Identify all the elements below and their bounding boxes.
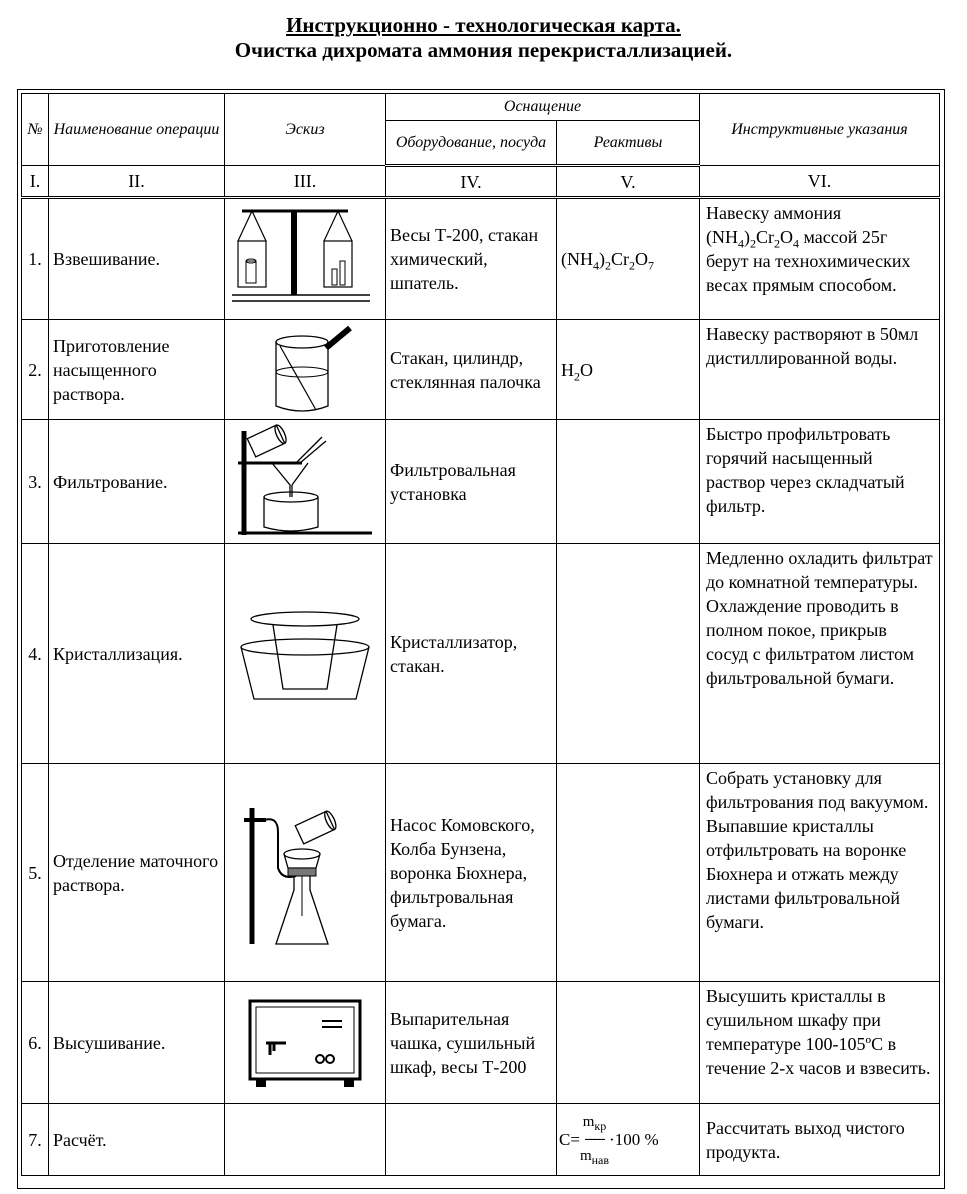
instructions: Медленно охладить фильтрат до комнатной температуры. Охлаждение проводить в полном покое, прикрыв сосуд с фильтратом листом фильтровальной бумаги. (700, 544, 940, 764)
table-row (22, 198, 940, 320)
reagents (557, 764, 700, 982)
operation-name: Приготовление насыщенного раствора. (49, 320, 225, 420)
balance-icon (230, 203, 380, 315)
header-reagents: Реактивы (557, 121, 700, 166)
sketch-cell (225, 420, 386, 544)
header-equipment-group: Оснащение (386, 94, 700, 121)
equipment: Кристаллизатор, стакан. (386, 544, 557, 764)
table-row (22, 420, 940, 544)
reagents (557, 544, 700, 764)
drying-oven-icon (230, 993, 380, 1093)
sketch-cell (225, 1104, 386, 1176)
instructions: Рассчитать выход чистого продукта. (700, 1104, 940, 1176)
operation-name: Отделение маточного раствора. (49, 764, 225, 982)
row-number: 1. (22, 198, 49, 320)
sketch-cell (225, 982, 386, 1104)
document-title-line1: Инструкционно - технологическая карта. (286, 13, 681, 37)
sketch-cell (225, 320, 386, 420)
row-number: 3. (22, 420, 49, 544)
instructions: Высушить кристаллы в сушильном шкафу при температуре 100-105ºC в течение 2-х часов и взвесить. (700, 982, 940, 1104)
row-number: 6. (22, 982, 49, 1104)
row-number: 5. (22, 764, 49, 982)
reagents (557, 982, 700, 1104)
instructions: Навеску аммония $(NH_4)_2Cr_2O_4$ массой 25г берут на технохимических весах прямым способом. (700, 198, 940, 320)
instructions: Быстро профильтровать горячий насыщенный раствор через складчатый фильтр. (700, 420, 940, 544)
header-instructions: Инструктивные указания (700, 94, 940, 166)
sketch-cell (225, 764, 386, 982)
table-row (22, 982, 940, 1104)
sketch-cell (225, 544, 386, 764)
sketch-cell (225, 198, 386, 320)
instructions: Навеску растворяют в 50мл дистиллированной воды. (700, 320, 940, 420)
row-number: 4. (22, 544, 49, 764)
equipment: Насос Комовского, Колба Бунзена, воронка Бюхнера, фильтровальная бумага. (386, 764, 557, 982)
roman-6: VI. (700, 166, 940, 198)
table-row (22, 1104, 940, 1176)
equipment: Выпарительная чашка, сушильный шкаф, весы Т-200 (386, 982, 557, 1104)
reagents (557, 1104, 700, 1176)
crystallizer-icon (230, 599, 380, 709)
roman-numeral-row (22, 166, 940, 198)
equipment: Весы Т-200, стакан химический, шпатель. (386, 198, 557, 320)
header-num: № (22, 94, 49, 166)
reagents (557, 420, 700, 544)
table-row (22, 320, 940, 420)
equipment: Стакан, цилиндр, стеклянная палочка (386, 320, 557, 420)
roman-2: II. (49, 166, 225, 198)
vacuum-filtration-icon (230, 798, 380, 948)
row-number: 2. (22, 320, 49, 420)
roman-4: IV. (386, 166, 557, 198)
operation-name: Фильтрование. (49, 420, 225, 544)
operation-name: Расчёт. (49, 1104, 225, 1176)
operation-name: Кристаллизация. (49, 544, 225, 764)
roman-3: III. (225, 166, 386, 198)
reagents: $H_2O$ (557, 320, 700, 420)
header-name: Наименование операции (49, 94, 225, 166)
table-row (22, 544, 940, 764)
header-sketch: Эскиз (225, 94, 386, 166)
filtration-setup-icon (230, 423, 380, 541)
instructions: Собрать установку для фильтрования под вакуумом. Выпавшие кристаллы отфильтровать на воронке Бюхнера и отжать между листами фильтровальной бумаги. (700, 764, 940, 982)
header-equipment: Оборудование, посуда (386, 121, 557, 166)
yield-formula: C= $m_{кр}$ ----- $m_{нав}$ ·100 % (559, 1114, 659, 1167)
row-number: 7. (22, 1104, 49, 1176)
process-table (21, 93, 940, 1176)
reagents: $(NH_4)_2Cr_2O_7$ (557, 198, 700, 320)
operation-name: Взвешивание. (49, 198, 225, 320)
roman-1: I. (22, 166, 49, 198)
table-row (22, 764, 940, 982)
roman-5: V. (557, 166, 700, 198)
equipment: Фильтровальная установка (386, 420, 557, 544)
equipment (386, 1104, 557, 1176)
document-title-line2: Очистка дихромата аммония перекристаллизацией. (234, 38, 733, 62)
operation-name: Высушивание. (49, 982, 225, 1104)
beaker-icon (230, 322, 380, 418)
header-row-1 (22, 94, 940, 121)
